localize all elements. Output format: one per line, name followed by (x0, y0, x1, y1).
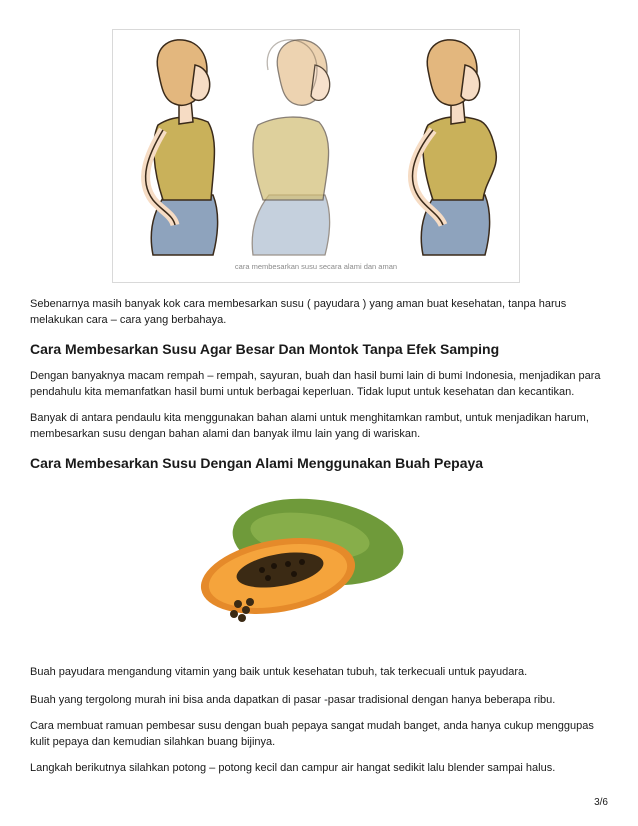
papaya-image (198, 484, 410, 632)
paragraph-4: Buah yang tergolong murah ini bisa anda dapatkan di pasar -pasar tradisional dengan hanya beberapa ribu. (30, 694, 556, 706)
section-heading-1: Cara Membesarkan Susu Agar Besar Dan Montok Tanpa Efek Samping (30, 341, 500, 357)
paragraph-5: Cara membuat ramuan pembesar susu dengan buah pepaya sangat mudah banget, anda hanya cukup menggupas kulit pepaya dan kemudian silahkan buang bijinya. (30, 720, 594, 748)
woman-after (412, 40, 496, 255)
papaya-figure (198, 484, 410, 632)
woman-before (146, 40, 218, 255)
paragraph-2: Banyak di antara pendaulu kita menggunakan bahan alami untuk menghitamkan rambut, untuk menjadikan harum, membesarkan susu dengan bahan alami dan banyak ilmu lain yang di wariskan. (30, 412, 589, 440)
figure-caption: cara membesarkan susu secara alami dan aman (234, 262, 398, 271)
woman-illustration-figure (112, 29, 520, 283)
page-number: 3/6 (594, 797, 608, 808)
woman-illustration (113, 30, 519, 282)
woman-transition (252, 40, 329, 255)
intro-paragraph: Sebenarnya masih banyak kok cara membesarkan susu ( payudara ) yang aman buat kesehatan, tanpa harus melakukan cara – cara yang berbahaya. (30, 298, 567, 326)
paragraph-3: Buah payudara mengandung vitamin yang baik untuk kesehatan tubuh, tak terkecuali untuk payudara. (30, 666, 528, 678)
paragraph-1: Dengan banyaknya macam rempah – rempah, sayuran, buah dan hasil bumi lain di bumi Indonesia, menjadikan para pendahulu kita memanfatkan hasil bumi untuk berbagai keperluan. Tidak luput untuk kesehatan dan kecantikan. (30, 370, 601, 398)
paragraph-6: Langkah berikutnya silahkan potong – potong kecil dan campur air hangat sedikit lalu blender sampai halus. (30, 762, 556, 774)
section-heading-2: Cara Membesarkan Susu Dengan Alami Menggunakan Buah Pepaya (30, 455, 484, 471)
